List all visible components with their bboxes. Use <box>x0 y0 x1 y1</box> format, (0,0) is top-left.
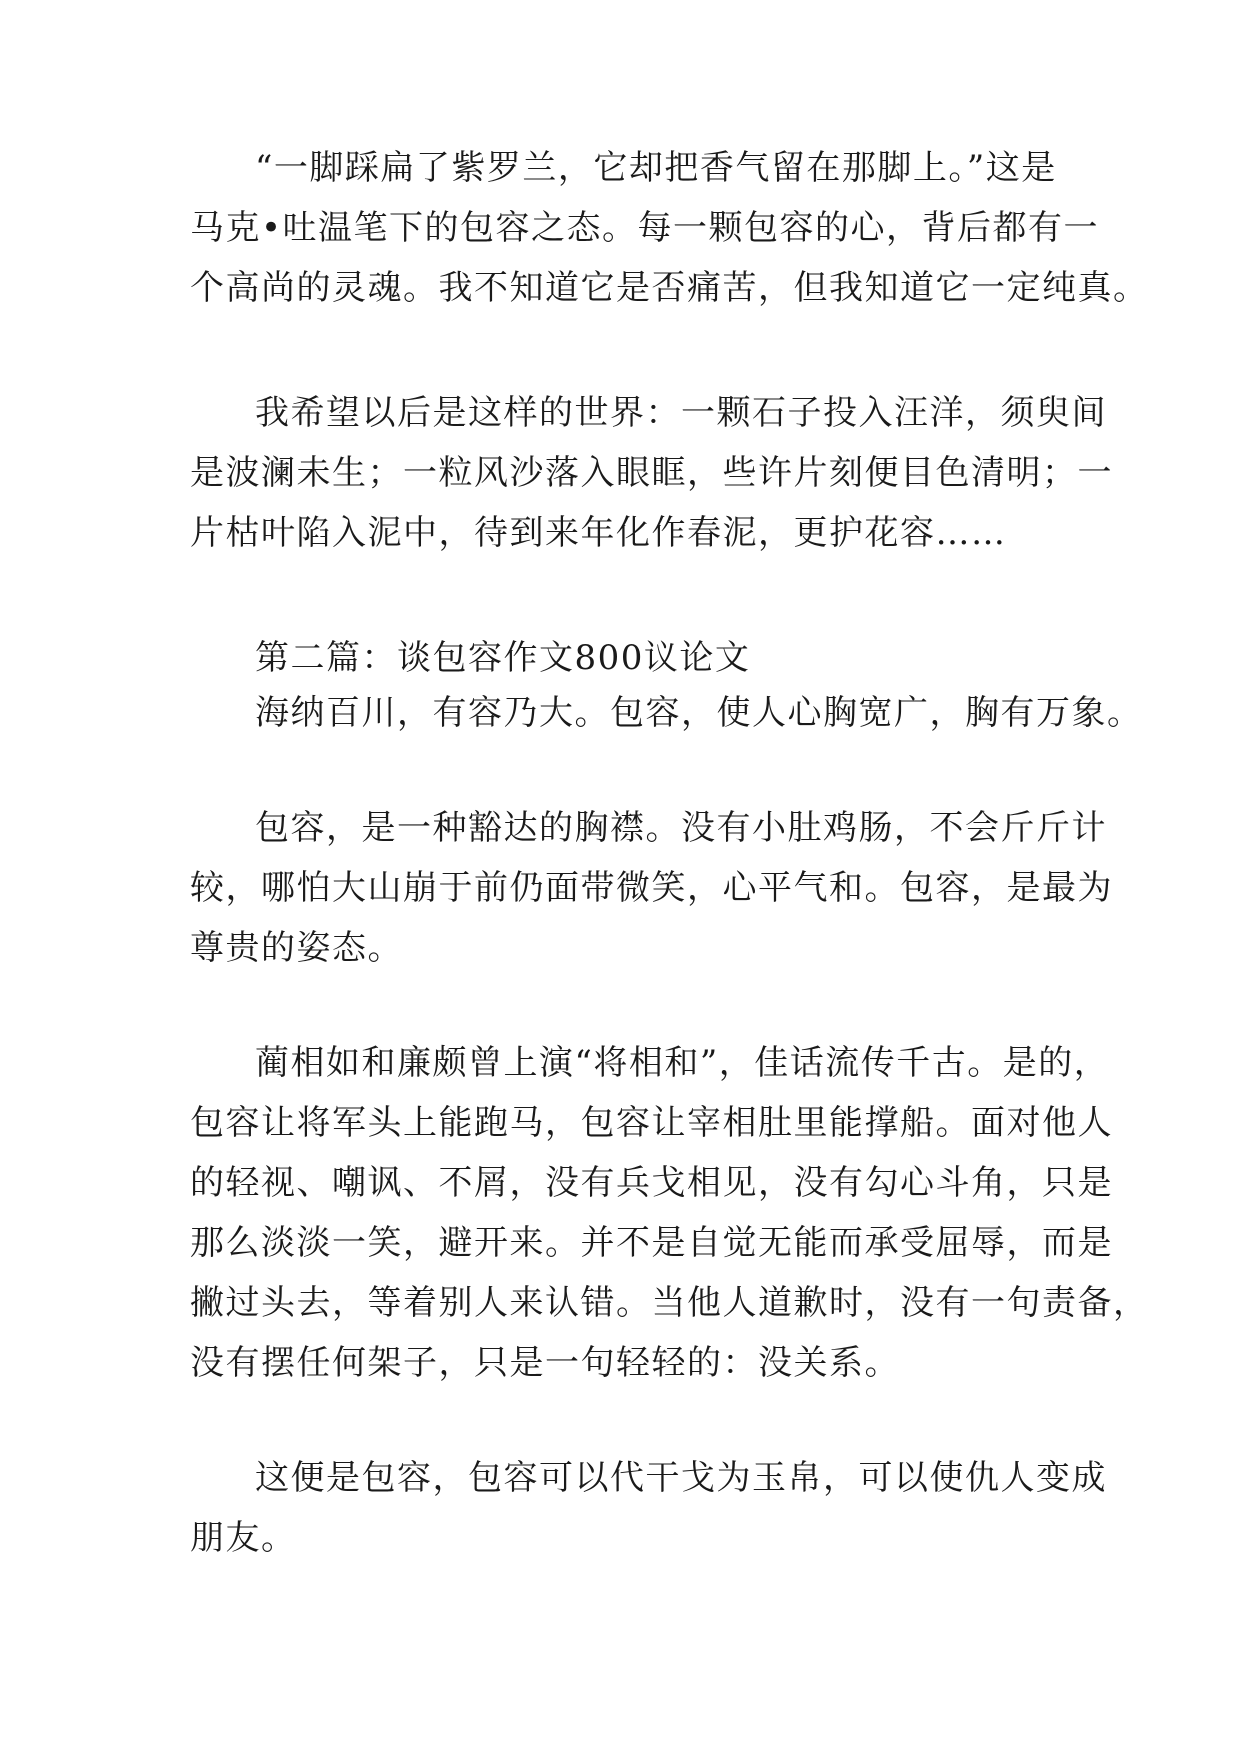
paragraph-6-line-6: 没有摆任何架子，只是一句轻轻的：没关系。 <box>190 1343 900 1383</box>
paragraph-7-line-2: 朋友。 <box>190 1518 297 1558</box>
paragraph-7-line-1: 这便是包容，包容可以代干戈为玉帛，可以使仇人变成 <box>255 1458 1107 1498</box>
paragraph-6-line-2: 包容让将军头上能跑马，包容让宰相肚里能撑船。面对他人 <box>190 1103 1113 1143</box>
paragraph-6-line-1: 蔺相如和廉颇曾上演“将相和”，佳话流传千古。是的， <box>255 1043 1110 1083</box>
paragraph-2-line-2: 是波澜未生；一粒风沙落入眼眶，些许片刻便目色清明；一 <box>190 453 1113 493</box>
paragraph-5-line-3: 尊贵的姿态。 <box>190 928 403 968</box>
section-heading: 第二篇：谈包容作文800议论文 <box>255 638 751 678</box>
paragraph-6-line-3: 的轻视、嘲讽、不屑，没有兵戈相见，没有勾心斗角，只是 <box>190 1163 1113 1203</box>
paragraph-4-line-1: 海纳百川，有容乃大。包容，使人心胸宽广，胸有万象。 <box>255 693 1143 733</box>
paragraph-5-line-1: 包容，是一种豁达的胸襟。没有小肚鸡肠，不会斤斤计 <box>255 808 1107 848</box>
paragraph-6-line-5: 撇过头去，等着别人来认错。当他人道歉时，没有一句责备， <box>190 1283 1149 1323</box>
paragraph-2-line-3: 片枯叶陷入泥中，待到来年化作春泥，更护花容…… <box>190 513 1007 553</box>
paragraph-6-line-4: 那么淡淡一笑，避开来。并不是自觉无能而承受屈辱，而是 <box>190 1223 1113 1263</box>
paragraph-1-line-2: 马克•吐温笔下的包容之态。每一颗包容的心，背后都有一 <box>190 208 1100 248</box>
paragraph-5-line-2: 较，哪怕大山崩于前仍面带微笑，心平气和。包容，是最为 <box>190 868 1113 908</box>
paragraph-1-line-1: “一脚踩扁了紫罗兰，它却把香气留在那脚上。”这是 <box>255 148 1057 188</box>
paragraph-1-line-3: 个高尚的灵魂。我不知道它是否痛苦，但我知道它一定纯真。 <box>190 268 1149 308</box>
paragraph-2-line-1: 我希望以后是这样的世界：一颗石子投入汪洋，须臾间 <box>255 393 1107 433</box>
